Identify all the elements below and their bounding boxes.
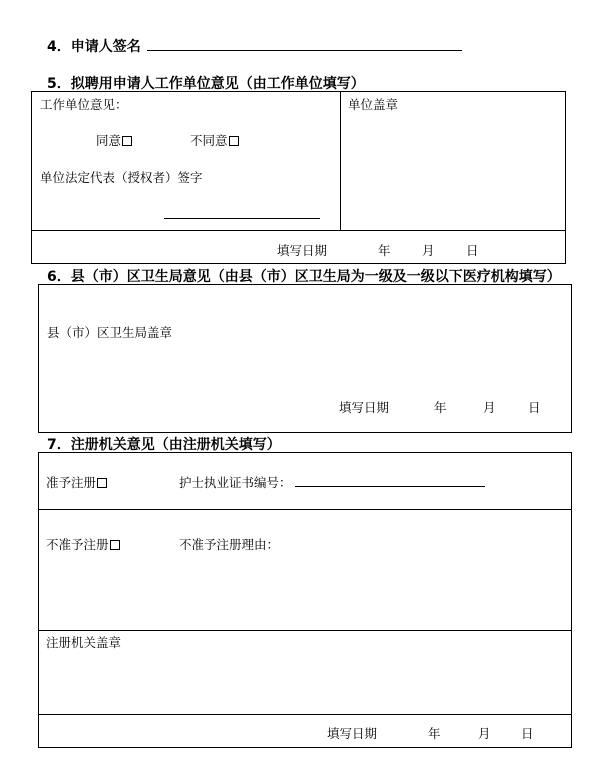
- disagree-checkbox[interactable]: [229, 136, 239, 146]
- section5-date-label: 填写日期: [277, 243, 328, 258]
- section6-month: 月: [483, 400, 496, 415]
- agree-option[interactable]: [96, 131, 132, 149]
- reject-reason-label: 不准予注册理由：: [179, 537, 280, 552]
- approve-registration-checkbox[interactable]: [97, 478, 107, 488]
- section5-day: 日: [466, 243, 479, 258]
- section6-day: 日: [528, 400, 541, 415]
- reject-registration-checkbox[interactable]: [110, 540, 120, 550]
- legal-rep-signature-label: 单位法定代表（授权者）签字: [40, 170, 203, 185]
- cert-number-line[interactable]: [295, 486, 485, 487]
- section5-month: 月: [422, 243, 435, 258]
- section7-heading: 7．注册机关意见（由注册机关填写）: [47, 437, 281, 453]
- section5-column-divider: [340, 91, 341, 230]
- section7-date-label: 填写日期: [327, 726, 378, 741]
- section7-month: 月: [478, 726, 491, 741]
- section6-year: 年: [434, 400, 447, 415]
- cert-number-label: 护士执业证书编号：: [179, 475, 292, 490]
- agree-checkbox[interactable]: [122, 136, 132, 146]
- reject-registration-label: 不准予注册: [46, 537, 109, 552]
- approve-registration-label: 准予注册: [46, 475, 97, 490]
- section7-table: [38, 452, 572, 748]
- section6-date-label: 填写日期: [339, 400, 390, 415]
- work-unit-opinion-label: 工作单位意见：: [40, 97, 128, 112]
- section7-row-divider-1: [38, 509, 572, 510]
- reject-registration-option[interactable]: [46, 535, 120, 553]
- section7-row-divider-3: [38, 714, 572, 715]
- section5-year: 年: [378, 243, 391, 258]
- section7-day: 日: [521, 726, 534, 741]
- disagree-label: 不同意: [190, 133, 228, 148]
- section7-year: 年: [428, 726, 441, 741]
- legal-rep-signature-line[interactable]: [164, 218, 320, 219]
- agree-label: 同意: [96, 133, 122, 148]
- disagree-option[interactable]: [190, 131, 239, 149]
- applicant-signature-line[interactable]: [147, 50, 462, 51]
- registration-authority-seal-label: 注册机关盖章: [46, 635, 122, 650]
- section5-heading: 5．拟聘用申请人工作单位意见（由工作单位填写）: [47, 76, 365, 92]
- section4-heading: 4．申请人签名: [47, 39, 141, 55]
- approve-registration-option[interactable]: [46, 473, 107, 491]
- health-bureau-seal-label: 县（市）区卫生局盖章: [47, 325, 173, 340]
- unit-seal-label: 单位盖章: [348, 97, 399, 112]
- section6-heading: 6．县（市）区卫生局意见（由县（市）区卫生局为一级及一级以下医疗机构填写）: [47, 269, 561, 285]
- section7-row-divider-2: [38, 630, 572, 631]
- section5-row-divider: [31, 230, 566, 231]
